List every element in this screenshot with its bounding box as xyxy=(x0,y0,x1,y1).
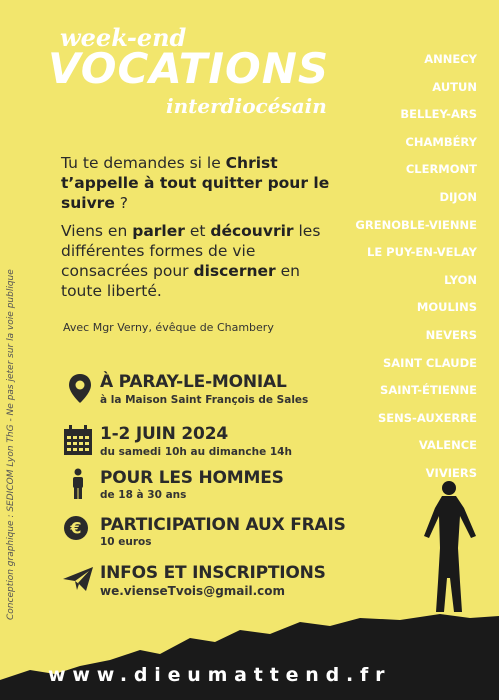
location-detail: à la Maison Saint François de Sales xyxy=(100,394,309,406)
calendar-icon xyxy=(62,424,94,456)
diocese-item: SAINT CLAUDE xyxy=(383,355,477,370)
audience-title: POUR LES HOMMES xyxy=(100,468,284,488)
diocese-item: SENS-AUXERRE xyxy=(378,410,477,425)
fees-title: PARTICIPATION AUX FRAIS xyxy=(100,515,346,535)
diocese-item: NEVERS xyxy=(425,327,477,342)
bishop-note: Avec Mgr Verny, évêque de Chambery xyxy=(63,321,274,334)
contact-title: INFOS ET INSCRIPTIONS xyxy=(100,563,326,583)
person-silhouette xyxy=(420,478,480,613)
diocese-item: CHAMBÉRY xyxy=(405,134,477,149)
diocese-item: VIVIERS xyxy=(425,465,477,480)
diocese-item: VALENCE xyxy=(418,438,477,453)
svg-text:€: € xyxy=(70,518,82,538)
date-detail: du samedi 10h au dimanche 14h xyxy=(100,446,292,458)
diocese-item: AUTUN xyxy=(432,79,477,94)
intro-invitation: Viens en parler et découvrir les différentes formes de vie consacrées pour discerner en toute liberté. xyxy=(61,222,321,300)
audience-detail: de 18 à 30 ans xyxy=(100,489,187,501)
location-title: À PARAY-LE-MONIAL xyxy=(100,372,287,392)
title-weekend: week-end xyxy=(60,23,187,52)
diocese-item: LE PUY-EN-VELAY xyxy=(367,245,477,260)
diocese-item: CLERMONT xyxy=(405,162,477,177)
website-url: www.dieumattend.fr xyxy=(48,664,392,686)
title-interdiocesain: interdiocésain xyxy=(166,94,327,118)
date-title: 1-2 JUIN 2024 xyxy=(100,424,228,444)
paper-plane-icon xyxy=(62,563,94,595)
map-pin-icon xyxy=(66,372,98,404)
title-vocations: VOCATIONS xyxy=(48,44,330,93)
diocese-item: SAINT-ÉTIENNE xyxy=(380,383,477,398)
diocese-item: MOULINS xyxy=(416,300,477,315)
diocese-item: GRENOBLE-VIENNE xyxy=(355,217,477,232)
diocese-item: ANNECY xyxy=(424,52,477,66)
diocese-item: BELLEY-ARS xyxy=(400,107,477,122)
intro-question: Tu te demandes si le Christ t’appelle à tout quitter pour le suivre ? xyxy=(61,154,330,212)
person-icon xyxy=(66,468,98,500)
fees-detail: 10 euros xyxy=(100,536,152,548)
diocese-item: LYON xyxy=(444,272,477,287)
intro-text xyxy=(61,153,331,301)
contact-email: we.vienseTvois@gmail.com xyxy=(100,584,286,598)
diocese-list xyxy=(327,46,477,488)
euro-icon xyxy=(62,515,94,547)
design-credit: Conception graphique : SEDICOM Lyon ThG - Ne pas jeter sur la voie publique xyxy=(6,269,16,620)
diocese-item: DIJON xyxy=(439,189,477,204)
mountain-silhouette xyxy=(0,610,499,700)
